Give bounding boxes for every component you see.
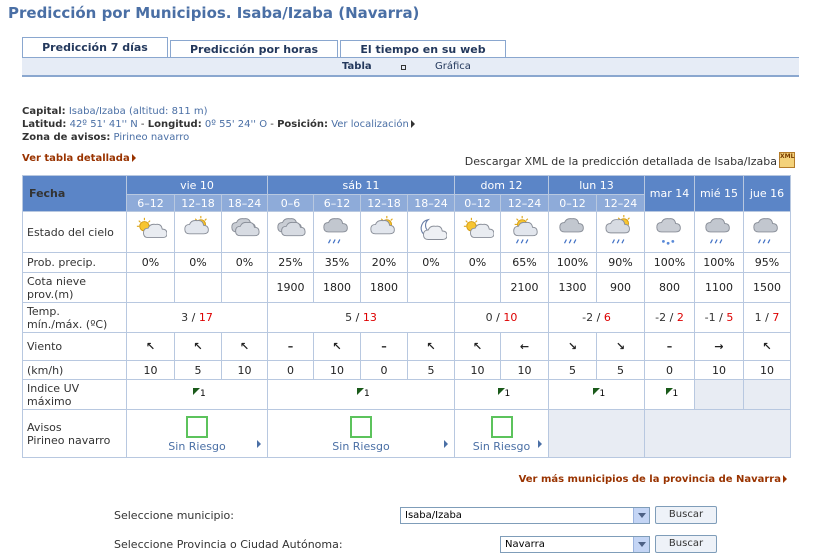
prob-cell: 100% (695, 253, 744, 273)
temp-cell (549, 303, 645, 333)
cota-cell: 1500 (744, 273, 791, 303)
aviso-cell[interactable] (127, 410, 268, 458)
uv-label-line2: máximo (27, 394, 72, 408)
wind-speed-cell: 10 (455, 361, 501, 380)
period-header: 18–24 (222, 195, 268, 212)
chevron-down-icon[interactable] (633, 508, 649, 523)
day-header-dom-12: dom 12 (455, 176, 549, 195)
municipio-value: Isaba/Izaba (405, 510, 462, 521)
location-info: Capital: Isaba/Izaba (altitud: 811 m) Latitud: 42º 51' 41'' N - Longitud: 0º 55' 24'' O - Posición: Ver localización Zona de avisos: Pirineo navarro (22, 105, 415, 144)
wind-direction-cell (222, 333, 268, 361)
tabla-link[interactable]: Tabla (342, 61, 372, 72)
temp-max: 5 (726, 311, 734, 324)
kmh-label: (km/h) (23, 361, 127, 380)
latitude-value: 42º 51' 41'' N (69, 119, 138, 130)
wind-arrow-icon: – (666, 340, 673, 353)
zona-avisos-label: Zona de avisos: (22, 132, 111, 143)
cota-cell: 1900 (268, 273, 314, 303)
cloud-rain-icon (557, 237, 589, 250)
cloud-icon (275, 237, 307, 250)
wind-direction-cell (549, 333, 597, 361)
wind-direction-cell (175, 333, 222, 361)
uv-value: 1 (364, 389, 370, 399)
wind-arrow-icon: – (381, 340, 387, 353)
provincia-select[interactable] (500, 536, 650, 553)
wind-arrow-icon: ↘ (615, 340, 626, 353)
prob-cell: 20% (361, 253, 408, 273)
xml-file-icon[interactable] (779, 152, 795, 168)
uv-value: 1 (504, 389, 511, 399)
day-header-sab-11: sáb 11 (268, 176, 455, 195)
temp-label-line1: Temp. (27, 304, 60, 318)
uv-cell-empty (695, 380, 744, 410)
green-square-icon (186, 416, 208, 438)
temp-max: 17 (198, 311, 213, 324)
cota-cell: 1300 (549, 273, 597, 303)
uv-cell (127, 380, 268, 410)
temp-label-line2: mín./máx. (ºC) (27, 317, 108, 331)
prob-cell: 0% (175, 253, 222, 273)
sky-cell (645, 212, 695, 253)
temp-min: 1 (754, 311, 762, 324)
uv-cell (645, 380, 695, 410)
sky-cell (314, 212, 361, 253)
wind-speed-cell: 0 (268, 361, 314, 380)
ver-tabla-detallada-link[interactable] (22, 153, 136, 164)
temp-max: 6 (603, 311, 611, 324)
period-header: 0–6 (268, 195, 314, 212)
temp-max: 2 (676, 311, 684, 324)
cota-cell (222, 273, 268, 303)
temp-separator: / (666, 311, 677, 324)
period-header: 6–12 (314, 195, 361, 212)
temp-cell (455, 303, 549, 333)
sky-cell (744, 212, 791, 253)
uv-label-line1: Indice UV (27, 381, 80, 395)
cota-cell: 900 (597, 273, 645, 303)
period-header: 18–24 (408, 195, 455, 212)
aviso-cell[interactable] (455, 410, 549, 458)
temp-max: 10 (503, 311, 518, 324)
wind-arrow-icon: ↖ (193, 340, 203, 353)
cota-cell: 1100 (695, 273, 744, 303)
wind-speed-cell: 5 (175, 361, 222, 380)
period-header: 12–18 (175, 195, 222, 212)
temp-cell (695, 303, 744, 333)
cota-cell: 1800 (314, 273, 361, 303)
day-header-mar-14: mar 14 (645, 176, 695, 212)
wind-direction-cell (744, 333, 791, 361)
view-subnav (22, 58, 799, 77)
capital-label: Capital: (22, 106, 66, 117)
buscar-municipio-button[interactable]: Buscar (655, 506, 717, 524)
wind-direction-cell (455, 333, 501, 361)
uv-flag-icon (355, 387, 370, 399)
sky-cell (175, 212, 222, 253)
wind-direction-cell (645, 333, 695, 361)
aviso-text: Sin Riesgo (472, 440, 531, 453)
square-bullet-icon (401, 65, 406, 70)
fecha-header (23, 176, 127, 212)
prob-cell: 0% (222, 253, 268, 273)
uv-value: 1 (200, 389, 206, 399)
tab-tiempo-en-su-web[interactable]: El tiempo en su web (340, 40, 506, 57)
ver-mas-text: Ver más municipios de la provincia de Navarra (518, 474, 781, 485)
period-header: 12–24 (501, 195, 549, 212)
tab-bar (22, 37, 508, 57)
wind-speed-cell: 10 (127, 361, 175, 380)
cota-nieve-label (23, 273, 127, 303)
sky-cell (222, 212, 268, 253)
prob-cell: 0% (408, 253, 455, 273)
zona-avisos-value: Pirineo navarro (113, 132, 190, 143)
tab-prediccion-7-dias[interactable]: Predicción 7 días (22, 37, 168, 57)
green-square-icon (350, 416, 372, 438)
latitude-label: Latitud: (22, 119, 67, 130)
cloud-sun-icon (182, 237, 214, 250)
capital-value: Isaba/Izaba (altitud: 811 m) (68, 106, 208, 117)
temp-cell (127, 303, 268, 333)
temp-max: 7 (772, 311, 780, 324)
wind-arrow-icon: ↖ (426, 340, 436, 353)
day-header-mie-15: mié 15 (695, 176, 744, 212)
wind-speed-cell: 0 (361, 361, 408, 380)
cloud-rain-icon (703, 237, 735, 250)
wind-speed-cell: 10 (695, 361, 744, 380)
wind-speed-cell: 10 (222, 361, 268, 380)
arrow-right-icon (783, 475, 787, 483)
wind-direction-cell (408, 333, 455, 361)
day-header-lun-13: lun 13 (549, 176, 645, 195)
uv-cell (549, 380, 645, 410)
provincia-label: Seleccione Provincia o Ciudad Autónoma: (114, 538, 343, 551)
cota-label-line2: prov.(m) (27, 287, 74, 301)
uv-flag-icon (591, 387, 606, 399)
ver-mas-municipios-link[interactable] (519, 474, 787, 485)
wind-speed-cell: 10 (744, 361, 791, 380)
cota-label-line1: Cota nieve (27, 274, 87, 288)
period-header: 12–18 (361, 195, 408, 212)
wind-direction-cell (695, 333, 744, 361)
temp-min: -2 (582, 311, 594, 324)
wind-direction-cell (501, 333, 549, 361)
cota-cell (175, 273, 222, 303)
temp-cell (268, 303, 455, 333)
provincia-value: Navarra (505, 539, 545, 550)
forecast-table (22, 175, 791, 458)
period-header: 0–12 (455, 195, 501, 212)
cloud-rain-sun-icon (605, 237, 637, 250)
temp-min: 0 (485, 311, 493, 324)
aviso-text: Sin Riesgo (332, 440, 390, 453)
period-header: 0–12 (549, 195, 597, 212)
municipio-label: Seleccione municipio: (114, 509, 234, 522)
period-header: 12–24 (597, 195, 645, 212)
cloud-sun-icon (368, 237, 400, 250)
sun-cloud-icon (462, 237, 494, 250)
day-header-vie-10: vie 10 (127, 176, 268, 195)
wind-speed-cell: 5 (597, 361, 645, 380)
arrow-right-icon (538, 440, 542, 448)
sky-cell (127, 212, 175, 253)
descargar-xml-link[interactable]: Descargar XML de la predicción detallada de Isaba/Izaba (464, 155, 777, 168)
cloud-rain-icon (751, 237, 783, 250)
wind-speed-cell: 5 (549, 361, 597, 380)
sky-cell (361, 212, 408, 253)
uv-value: 1 (599, 389, 606, 399)
temp-separator: / (492, 311, 504, 324)
prob-cell: 90% (597, 253, 645, 273)
estado-cielo-label: Estado del cielo (23, 212, 127, 253)
position-label: Posición: (277, 119, 328, 130)
viento-label: Viento (23, 333, 127, 361)
aviso-sin-riesgo[interactable] (268, 416, 454, 453)
uv-cell-empty (744, 380, 791, 410)
green-square-icon (491, 416, 513, 438)
sky-cell (408, 212, 455, 253)
aviso-cell-empty (645, 410, 791, 458)
arrow-right-icon (444, 440, 448, 448)
wind-arrow-icon: → (714, 340, 724, 353)
uv-flag-icon (191, 387, 206, 399)
temp-separator: / (188, 311, 199, 324)
grafica-link[interactable]: Gráfica (435, 61, 471, 72)
temp-min: 3 (181, 311, 189, 324)
ver-tabla-detallada-text: Ver tabla detallada (22, 153, 130, 164)
sun-cloud-icon (135, 237, 167, 250)
arrow-right-icon (257, 440, 261, 448)
municipio-select[interactable] (400, 507, 650, 524)
prob-precip-label: Prob. precip. (23, 253, 127, 273)
uv-cell (268, 380, 455, 410)
prob-cell: 25% (268, 253, 314, 273)
wind-arrow-icon: ↖ (762, 340, 772, 353)
prob-cell: 0% (455, 253, 501, 273)
sky-cell (549, 212, 597, 253)
cota-cell: 800 (645, 273, 695, 303)
cota-cell (455, 273, 501, 303)
moon-cloud-icon (415, 237, 447, 250)
temp-label (23, 303, 127, 333)
wind-arrow-icon: ↖ (472, 340, 483, 353)
uv-cell (455, 380, 549, 410)
arrow-right-icon (132, 154, 136, 162)
aviso-cell[interactable] (268, 410, 455, 458)
uv-flag-icon (664, 387, 679, 399)
longitude-label: Longitud: (147, 119, 202, 130)
xml-icon-text: XML (780, 153, 795, 160)
temp-cell (645, 303, 695, 333)
wind-speed-cell: 10 (501, 361, 549, 380)
temp-separator: / (352, 311, 363, 324)
sky-cell (597, 212, 645, 253)
prob-cell: 65% (501, 253, 549, 273)
page-title: Predicción por Municipios. Isaba/Izaba (Navarra) (8, 4, 420, 22)
wind-direction-cell (268, 333, 314, 361)
uv-label (23, 380, 127, 410)
day-header-jue-16: jue 16 (744, 176, 791, 212)
temp-separator: / (761, 311, 773, 324)
cloud-rain-icon (321, 237, 353, 250)
wind-speed-cell: 5 (408, 361, 455, 380)
temp-separator: / (715, 311, 727, 324)
aviso-sin-riesgo[interactable] (455, 416, 548, 453)
wind-arrow-icon: ↖ (145, 340, 156, 353)
wind-speed-cell: 0 (645, 361, 695, 380)
wind-direction-cell (361, 333, 408, 361)
tab-prediccion-por-horas[interactable]: Predicción por horas (170, 40, 338, 57)
uv-value: 1 (672, 389, 679, 399)
wind-arrow-icon: ↖ (239, 340, 250, 353)
arrow-right-icon (411, 120, 415, 128)
wind-arrow-icon: – (287, 340, 294, 353)
wind-direction-cell (597, 333, 645, 361)
sky-cell (501, 212, 549, 253)
longitude-value: 0º 55' 24'' O (204, 119, 268, 130)
temp-min: -1 (704, 311, 716, 324)
sky-cell (455, 212, 501, 253)
sun-cloud-rain-icon (509, 237, 541, 250)
period-header: 6–12 (127, 195, 175, 212)
cota-cell (408, 273, 455, 303)
temp-min: 5 (345, 311, 353, 324)
prob-cell: 100% (645, 253, 695, 273)
cota-cell: 1800 (361, 273, 408, 303)
buscar-provincia-button[interactable]: Buscar (655, 535, 717, 553)
temp-max: 13 (362, 311, 377, 324)
aviso-sin-riesgo[interactable] (127, 416, 267, 453)
avisos-label-line2: Pirineo navarro (27, 433, 111, 447)
aviso-cell-empty (549, 410, 645, 458)
ver-localizacion-link[interactable]: Ver localización (331, 119, 409, 130)
fecha-label: Fecha (29, 187, 66, 200)
cota-cell: 2100 (501, 273, 549, 303)
wind-arrow-icon: ← (519, 340, 530, 353)
wind-direction-cell (314, 333, 361, 361)
uv-flag-icon (496, 387, 511, 399)
temp-separator: / (593, 311, 604, 324)
cota-cell (127, 273, 175, 303)
avisos-label (23, 410, 127, 458)
aviso-text: Sin Riesgo (168, 440, 226, 453)
wind-speed-cell: 10 (314, 361, 361, 380)
cloud-icon (229, 237, 261, 250)
cloud-snow-icon (654, 237, 686, 250)
prob-cell: 0% (127, 253, 175, 273)
wind-arrow-icon: ↘ (567, 340, 578, 353)
sky-cell (695, 212, 744, 253)
wind-direction-cell (127, 333, 175, 361)
prob-cell: 95% (744, 253, 791, 273)
prob-cell: 100% (549, 253, 597, 273)
temp-min: -2 (655, 311, 667, 324)
avisos-label-line1: Avisos (27, 420, 62, 434)
wind-arrow-icon: ↖ (332, 340, 342, 353)
prob-cell: 35% (314, 253, 361, 273)
chevron-down-icon[interactable] (633, 537, 649, 552)
sky-cell (268, 212, 314, 253)
temp-cell (744, 303, 791, 333)
